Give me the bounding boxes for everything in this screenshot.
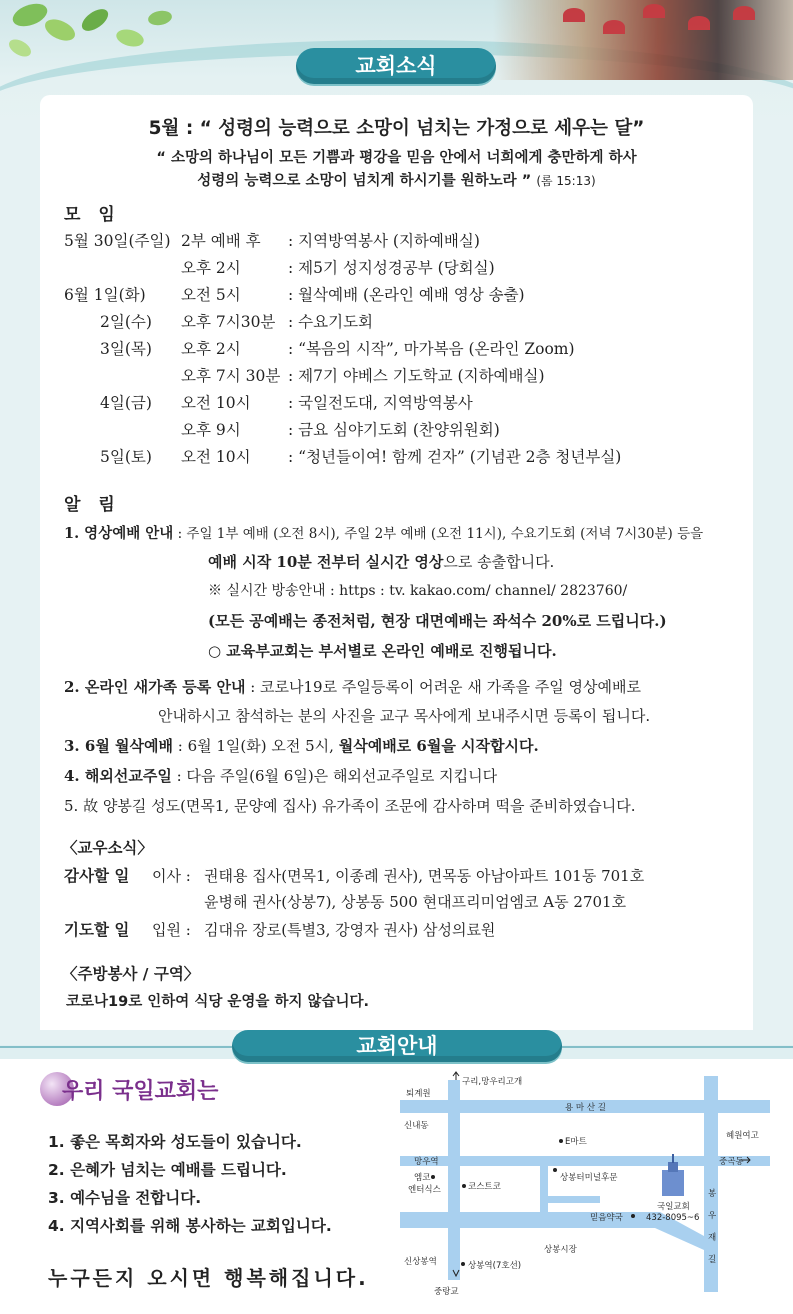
meeting-date: 5월 30일(주일) [64, 232, 171, 250]
meeting-date: 2일(수) [100, 313, 152, 331]
notice-2-label: 2. 온라인 새가족 등록 안내 [64, 678, 246, 696]
road-side [540, 1196, 600, 1203]
map-label-yongmasan: 용 마 산 길 [565, 1103, 606, 1113]
notice-1-broadcast: ※ 실시간 방송안내 : https : tv. kakao.com/ channel/ 2823760/ [208, 583, 628, 599]
drugstore-dot [631, 1214, 635, 1218]
map-label-toegyewon: 퇴계원 [406, 1089, 431, 1099]
thanks-line-2: 윤병해 권사(상봉7), 상봉동 500 현대프리미엄엠코 A동 2701호 [204, 893, 627, 911]
notice-2-text: : 코로나19로 주일등록이 어려운 새 가족을 주일 영상예배로 [245, 678, 642, 696]
notice-2 [64, 676, 641, 697]
meeting-date: 5일(토) [100, 448, 152, 466]
meeting-time: 오후 9시 [181, 421, 241, 439]
map-label-sinnae: 신내동 [404, 1121, 429, 1131]
verse-text: 성령의 능력으로 소망이 넘치게 하시기를 원하노라 ” [197, 173, 532, 189]
emco-dot [431, 1175, 435, 1179]
notice-3-text: : 6월 1일(화) 오전 5시, [173, 737, 339, 755]
kitchen-heading: 〈주방봉사 / 구역〉 [62, 965, 200, 983]
thanks-line-1: 권태용 집사(면목1, 이종례 권사), 면목동 아남아파트 101동 701호 [204, 867, 645, 885]
meeting-date: 3일(목) [100, 340, 152, 358]
notice-3-bold: 월삭예배로 6월을 시작합시다. [338, 737, 539, 755]
guide-closing: 누구든지 오시면 행복해집니다. [48, 1266, 369, 1290]
emart-dot [559, 1139, 563, 1143]
notice-1-text: : 주일 1부 예배 (오전 8시), 주일 2부 예배 (오전 11시), 수요기도회 (저녁 7시30분) 등을 [173, 526, 704, 542]
leaves-decoration [0, 0, 200, 80]
prayer-label: 기도할 일 [64, 921, 130, 939]
theme-title: 5월 : “ 성령의 능력으로 소망이 넘치는 가정으로 세우는 달” [148, 118, 645, 139]
verse-line-1: “ 소망의 하나님이 모든 기쁨과 평강을 믿음 안에서 너희에게 충만하게 하사 [156, 150, 637, 166]
meeting-time: 오전 10시 [181, 448, 251, 466]
map-label-jae: 재 [708, 1233, 717, 1243]
verse-line-2 [0, 169, 793, 190]
notice-5: 5. 故 양봉길 성도(면목1, 문양예 집사) 유가족이 조문에 감사하며 떡을 준비하였습니다. [64, 797, 636, 815]
notice-3 [64, 735, 539, 756]
thanks-sub: 이사 : [152, 867, 191, 885]
guide-item-2: 2. 은혜가 넘치는 예배를 드립니다. [48, 1161, 287, 1179]
guide-item-1: 1. 좋은 목회자와 성도들이 있습니다. [48, 1133, 302, 1151]
guide-slogan: 우리 국일교회는 [62, 1079, 219, 1104]
church-guide-badge: 교회안내 [232, 1030, 562, 1062]
map-label-costco: 코스트코 [468, 1182, 501, 1192]
map-label-church: 국일교회 [657, 1202, 690, 1212]
members-heading: 〈교우소식〉 [62, 839, 153, 857]
map-label-emco: 엠코 [414, 1173, 431, 1183]
map-label-guri: 구리,망우리고개 [462, 1077, 523, 1087]
map-label-emart: E마트 [565, 1137, 587, 1147]
map-label-gil: 길 [708, 1255, 717, 1265]
notice-1-highlight: 예배 시작 10분 전부터 실시간 영상 [208, 553, 444, 571]
meeting-time: 오후 2시 [181, 259, 241, 277]
notice-1-seating: (모든 공예배는 종전처럼, 현장 대면예배는 좌석수 20%로 드립니다.) [208, 612, 667, 630]
guide-item-3: 3. 예수님을 전합니다. [48, 1189, 202, 1207]
terminal-dot [553, 1168, 557, 1172]
notice-1-rest: 으로 송출합니다. [443, 553, 555, 571]
guide-item-4: 4. 지역사회를 위해 봉사하는 교회입니다. [48, 1217, 332, 1235]
verse-reference: (롬 15:13) [536, 174, 596, 188]
road-vertical-west [448, 1080, 460, 1280]
meeting-date: 4일(금) [100, 394, 152, 412]
meeting-time: 오전 5시 [181, 286, 241, 304]
meeting-time: 오전 10시 [181, 394, 251, 412]
notice-1-label: 1. 영상예배 안내 [64, 525, 174, 542]
meeting-description: : 금요 심야기도회 (찬양위원회) [288, 421, 500, 439]
meeting-description: : 국일전도대, 지역방역봉사 [288, 394, 473, 412]
meeting-time: 오후 7시30분 [181, 313, 276, 331]
meeting-description: : 제5기 성지성경공부 (당회실) [288, 259, 495, 277]
map-label-market: 상봉시장 [544, 1245, 577, 1255]
meeting-description: : “복음의 시작”, 마가복음 (온라인 Zoom) [288, 340, 575, 358]
notices-heading: 알 림 [64, 495, 121, 515]
map-label-terminal: 상봉터미널후문 [560, 1173, 618, 1183]
meeting-date: 6월 1일(화) [64, 286, 146, 304]
map-label-hyewon: 혜원여고 [726, 1131, 759, 1141]
sangbong-dot [461, 1262, 465, 1266]
prayer-sub: 입원 : [152, 921, 191, 939]
meeting-description: : “청년들이여! 함께 걷자” (기념관 2층 청년부실) [288, 448, 622, 466]
map-label-sangbong: 상봉역(7호선) [468, 1261, 522, 1271]
notice-4-label: 4. 해외선교주일 [64, 767, 172, 785]
church-news-badge: 교회소식 [296, 48, 496, 84]
map-label-junggok: 중곡동 [719, 1157, 744, 1167]
church-location-map [400, 1068, 770, 1300]
notice-1-line-2 [208, 551, 554, 572]
map-label-phone: 432-8095~6 [646, 1213, 700, 1223]
meeting-description: : 수요기도회 [288, 313, 374, 331]
notice-4 [64, 765, 497, 786]
map-label-mangu: 망우역 [414, 1157, 439, 1167]
meeting-time: 오후 2시 [181, 340, 241, 358]
notice-3-label: 3. 6월 월삭예배 [64, 737, 173, 755]
notice-1-education: ○ 교육부교회는 부서별로 온라인 예배로 진행됩니다. [208, 642, 557, 660]
map-label-bong: 봉 [708, 1189, 717, 1199]
map-label-jungnang: 중랑교 [434, 1287, 459, 1297]
meeting-description: : 제7기 야베스 기도학교 (지하예배실) [288, 367, 545, 385]
notice-2-line-2: 안내하시고 참석하는 분의 사진을 교구 목사에게 보내주시면 등록이 됩니다. [158, 707, 651, 725]
meetings-heading: 모 임 [64, 205, 121, 225]
meeting-time: 오후 7시 30분 [181, 367, 281, 385]
notice-1 [64, 522, 703, 543]
map-label-sinsang: 신상봉역 [404, 1257, 437, 1267]
meeting-description: : 월삭예배 (온라인 예배 영상 송출) [288, 286, 525, 304]
map-label-entersix: 엔터식스 [408, 1185, 441, 1195]
notice-4-text: : 다음 주일(6월 6일)은 해외선교주일로 지킵니다 [171, 767, 498, 785]
kitchen-text: 코로나19로 인하여 식당 운영을 하지 않습니다. [66, 994, 370, 1010]
map-label-drugstore: 믿음약국 [590, 1213, 623, 1223]
north-arrow-icon [453, 1072, 459, 1080]
prayer-line-1: 김대유 장로(특별3, 강영자 권사) 삼성의료원 [204, 921, 496, 939]
costco-dot [462, 1184, 466, 1188]
map-label-u: 우 [708, 1211, 717, 1221]
meeting-description: : 지역방역봉사 (지하예배실) [288, 232, 480, 250]
meeting-time: 2부 예배 후 [181, 232, 261, 250]
choir-photo [493, 0, 793, 80]
thanks-label: 감사할 일 [64, 867, 130, 885]
